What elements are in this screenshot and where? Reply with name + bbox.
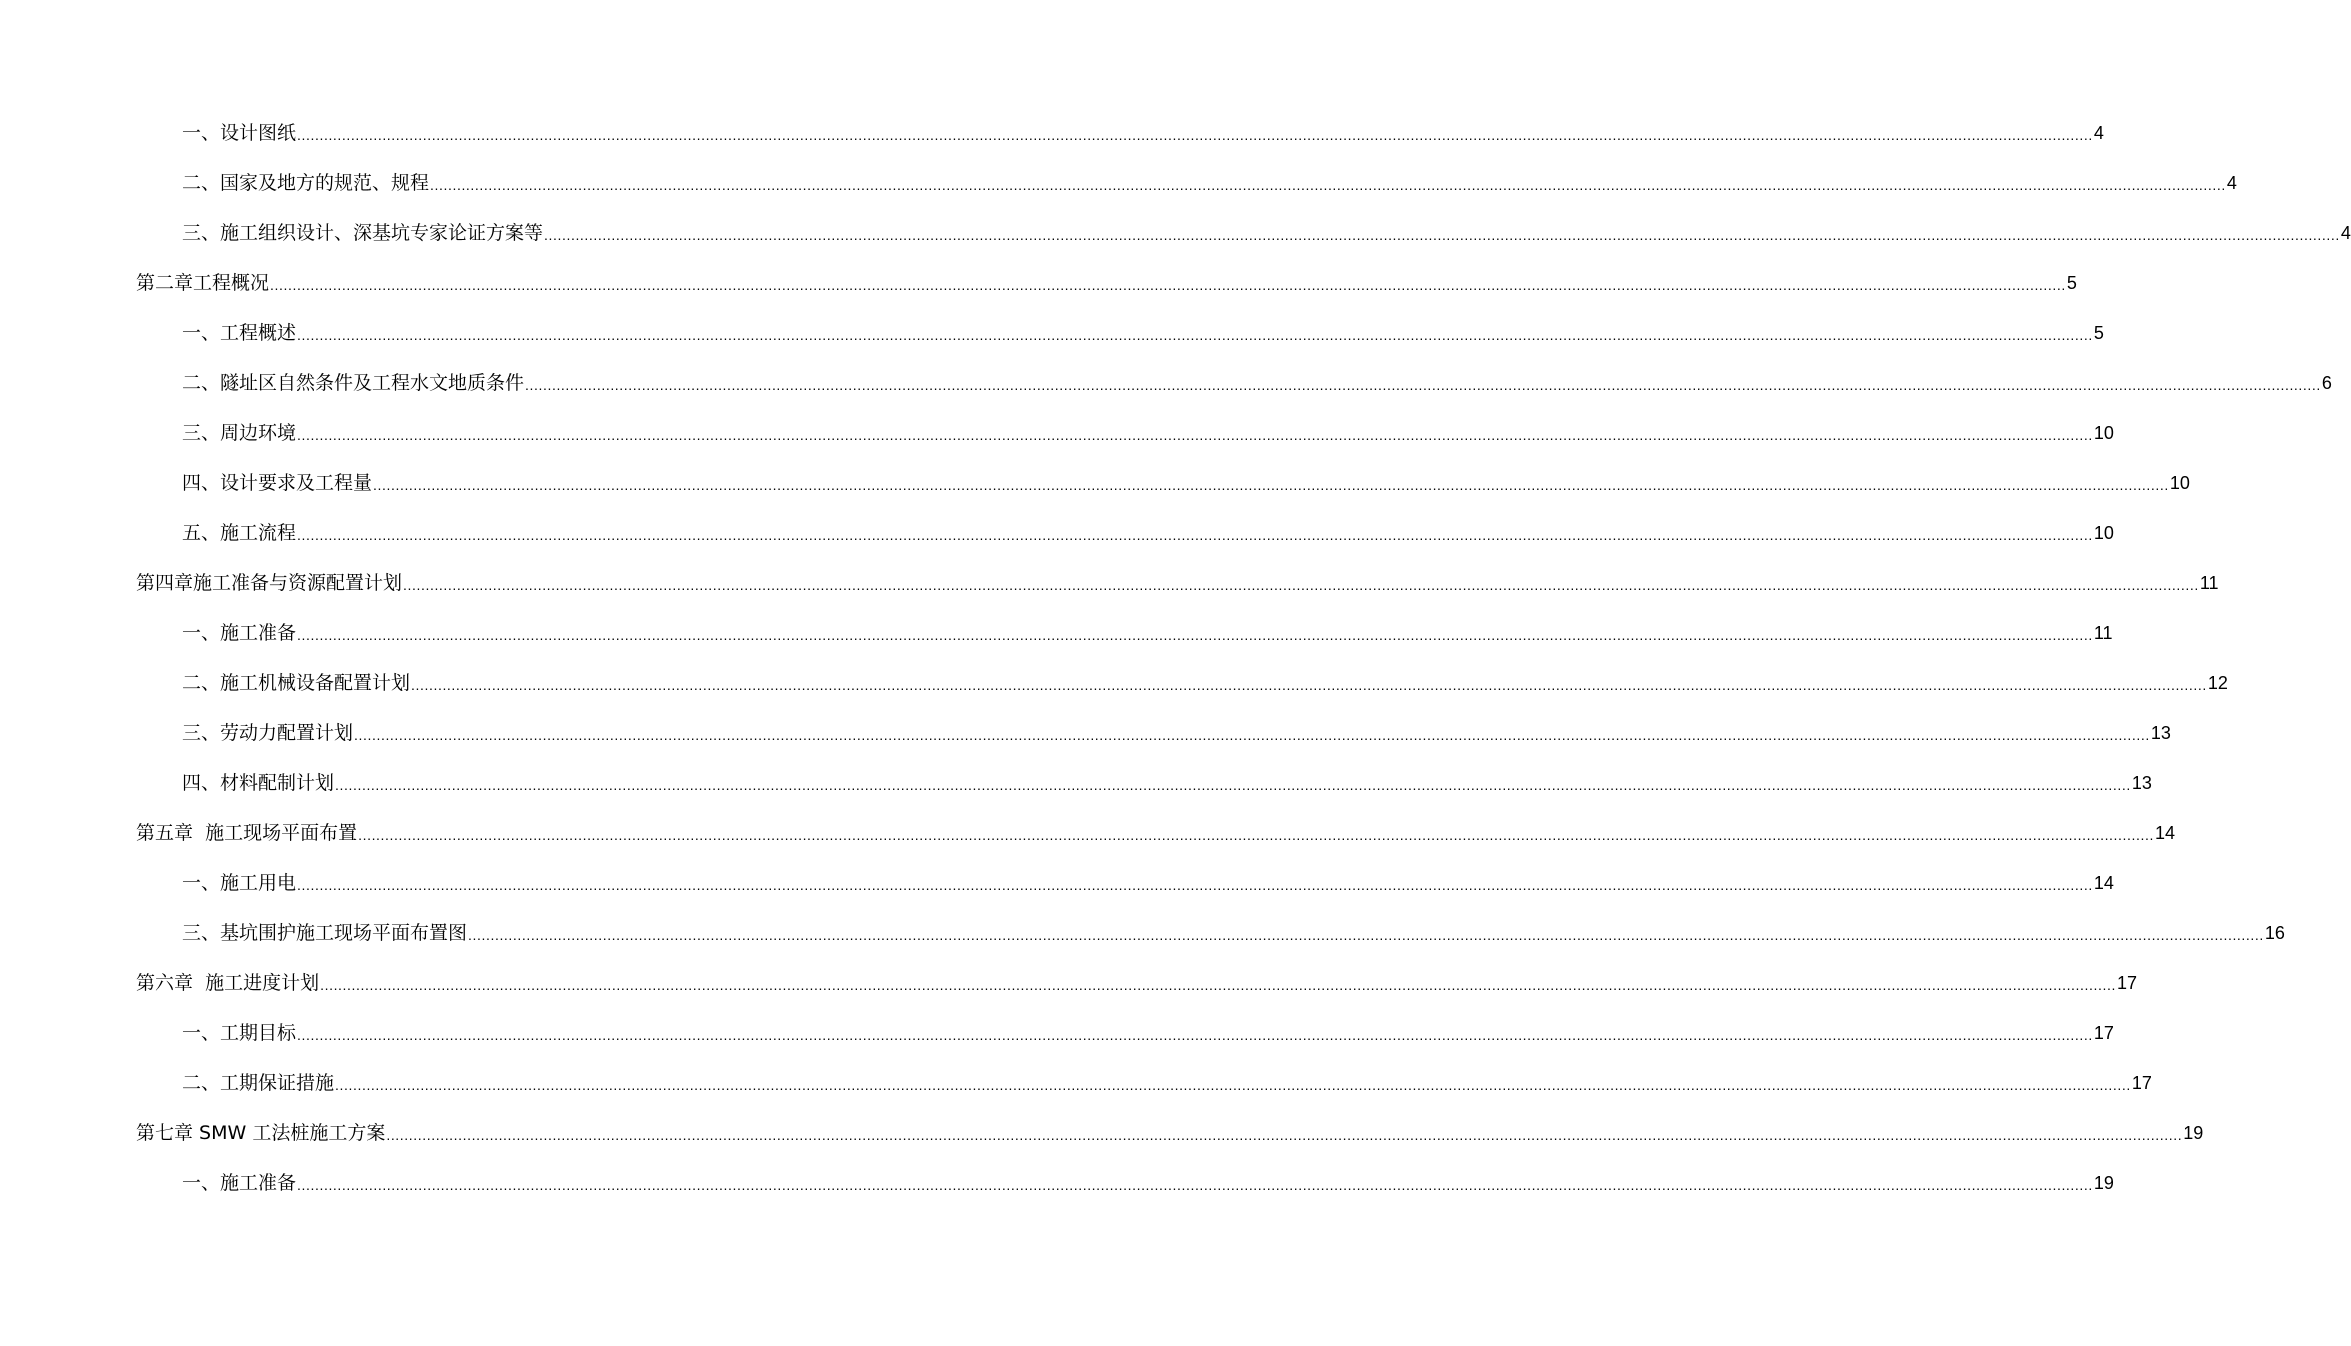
toc-section-entry[interactable] [0, 608, 2113, 658]
toc-section-entry[interactable] [0, 1058, 2152, 1108]
toc-dot-leader: ................................................................................................................................................................................................................................................................................................................................................................................................................ [297, 1027, 2093, 1043]
toc-page-number: 11 [2093, 623, 2113, 643]
toc-page-number: 13 [2131, 773, 2152, 793]
toc-dot-leader: ................................................................................................................................................................................................................................................................................................................................................................................................................ [411, 677, 2207, 693]
toc-section-entry[interactable] [0, 508, 2114, 558]
toc-page-number: 11 [2199, 573, 2219, 593]
toc-chapter-entry[interactable] [0, 808, 2175, 858]
toc-page-number: 6 [2321, 373, 2332, 393]
toc-dot-leader: ................................................................................................................................................................................................................................................................................................................................................................................................................ [320, 977, 2116, 993]
toc-entry-title: 一、施工准备 [182, 622, 297, 644]
toc-page-number: 17 [2093, 1023, 2114, 1043]
toc-chapter-entry[interactable] [0, 958, 2137, 1008]
toc-page-number: 17 [2116, 973, 2137, 993]
toc-entry-title: 四、设计要求及工程量 [182, 472, 373, 494]
toc-dot-leader: ................................................................................................................................................................................................................................................................................................................................................................................................................ [373, 477, 2169, 493]
toc-page-number: 10 [2093, 523, 2114, 543]
toc-dot-leader: ................................................................................................................................................................................................................................................................................................................................................................................................................ [297, 327, 2093, 343]
toc-entry-title: 三、施工组织设计、深基坑专家论证方案等 [182, 222, 544, 244]
toc-entry-title: 第二章工程概况 [136, 272, 270, 294]
toc-section-entry[interactable] [0, 658, 2228, 708]
toc-entry-title: 二、工期保证措施 [182, 1072, 335, 1094]
toc-entry-title: 三、周边环境 [182, 422, 297, 444]
toc-page-number: 13 [2150, 723, 2171, 743]
toc-dot-leader: ................................................................................................................................................................................................................................................................................................................................................................................................................ [297, 127, 2093, 143]
table-of-contents [0, 108, 2351, 1208]
toc-section-entry[interactable] [0, 108, 2104, 158]
toc-dot-leader: ................................................................................................................................................................................................................................................................................................................................................................................................................ [297, 1177, 2093, 1193]
toc-chapter-entry[interactable] [0, 258, 2077, 308]
toc-page-number: 10 [2093, 423, 2114, 443]
toc-dot-leader: ................................................................................................................................................................................................................................................................................................................................................................................................................ [403, 577, 2199, 593]
toc-page-number: 19 [2183, 1123, 2204, 1143]
toc-dot-leader: ................................................................................................................................................................................................................................................................................................................................................................................................................ [525, 377, 2321, 393]
toc-entry-title: 一、工期目标 [182, 1022, 297, 1044]
toc-section-entry[interactable] [0, 858, 2114, 908]
toc-chapter-entry[interactable] [0, 558, 2219, 608]
toc-entry-title: 第五章 施工现场平面布置 [136, 822, 358, 844]
toc-dot-leader: ................................................................................................................................................................................................................................................................................................................................................................................................................ [354, 727, 2150, 743]
toc-section-entry[interactable] [0, 1158, 2114, 1208]
toc-entry-title: 一、工程概述 [182, 322, 297, 344]
toc-entry-title: 一、施工用电 [182, 872, 297, 894]
toc-page-number: 14 [2093, 873, 2114, 893]
toc-dot-leader: ................................................................................................................................................................................................................................................................................................................................................................................................................ [544, 227, 2340, 243]
toc-page-number: 5 [2066, 273, 2077, 293]
toc-dot-leader: ................................................................................................................................................................................................................................................................................................................................................................................................................ [297, 627, 2093, 643]
toc-dot-leader: ................................................................................................................................................................................................................................................................................................................................................................................................................ [297, 527, 2093, 543]
toc-entry-title: 一、设计图纸 [182, 122, 297, 144]
toc-entry-title: 第七章 SMW 工法桩施工方案 [136, 1122, 386, 1144]
toc-entry-title: 四、材料配制计划 [182, 772, 335, 794]
toc-entry-title: 五、施工流程 [182, 522, 297, 544]
toc-dot-leader: ................................................................................................................................................................................................................................................................................................................................................................................................................ [297, 427, 2093, 443]
toc-dot-leader: ................................................................................................................................................................................................................................................................................................................................................................................................................ [297, 877, 2093, 893]
toc-section-entry[interactable] [0, 308, 2104, 358]
toc-page-number: 10 [2169, 473, 2190, 493]
toc-section-entry[interactable] [0, 208, 2351, 258]
toc-entry-title: 二、施工机械设备配置计划 [182, 672, 411, 694]
toc-section-entry[interactable] [0, 908, 2285, 958]
toc-page-number: 5 [2093, 323, 2104, 343]
toc-page-number: 16 [2264, 923, 2285, 943]
toc-page-number: 4 [2093, 123, 2104, 143]
toc-dot-leader: ................................................................................................................................................................................................................................................................................................................................................................................................................ [358, 827, 2154, 843]
toc-dot-leader: ................................................................................................................................................................................................................................................................................................................................................................................................................ [335, 1077, 2131, 1093]
toc-dot-leader: ................................................................................................................................................................................................................................................................................................................................................................................................................ [270, 277, 2066, 293]
toc-page-number: 12 [2207, 673, 2228, 693]
toc-section-entry[interactable] [0, 1008, 2114, 1058]
toc-page-number: 4 [2226, 173, 2237, 193]
toc-page-number: 17 [2131, 1073, 2152, 1093]
toc-entry-title: 三、劳动力配置计划 [182, 722, 354, 744]
toc-page-number: 19 [2093, 1173, 2114, 1193]
toc-entry-title: 第六章 施工进度计划 [136, 972, 320, 994]
toc-page-number: 14 [2154, 823, 2175, 843]
toc-entry-title: 第四章施工准备与资源配置计划 [136, 572, 403, 594]
toc-dot-leader: ................................................................................................................................................................................................................................................................................................................................................................................................................ [468, 927, 2264, 943]
toc-entry-title: 一、施工准备 [182, 1172, 297, 1194]
toc-section-entry[interactable] [0, 758, 2152, 808]
toc-dot-leader: ................................................................................................................................................................................................................................................................................................................................................................................................................ [335, 777, 2131, 793]
toc-dot-leader: ................................................................................................................................................................................................................................................................................................................................................................................................................ [386, 1127, 2183, 1143]
toc-dot-leader: ................................................................................................................................................................................................................................................................................................................................................................................................................ [430, 177, 2226, 193]
toc-section-entry[interactable] [0, 408, 2114, 458]
toc-page-number: 4 [2340, 223, 2351, 243]
toc-entry-title: 三、基坑围护施工现场平面布置图 [182, 922, 468, 944]
toc-entry-title: 二、隧址区自然条件及工程水文地质条件 [182, 372, 525, 394]
toc-section-entry[interactable] [0, 158, 2237, 208]
toc-entry-title: 二、国家及地方的规范、规程 [182, 172, 430, 194]
toc-chapter-entry[interactable] [0, 1108, 2204, 1158]
toc-section-entry[interactable] [0, 458, 2190, 508]
toc-section-entry[interactable] [0, 708, 2171, 758]
toc-section-entry[interactable] [0, 358, 2332, 408]
